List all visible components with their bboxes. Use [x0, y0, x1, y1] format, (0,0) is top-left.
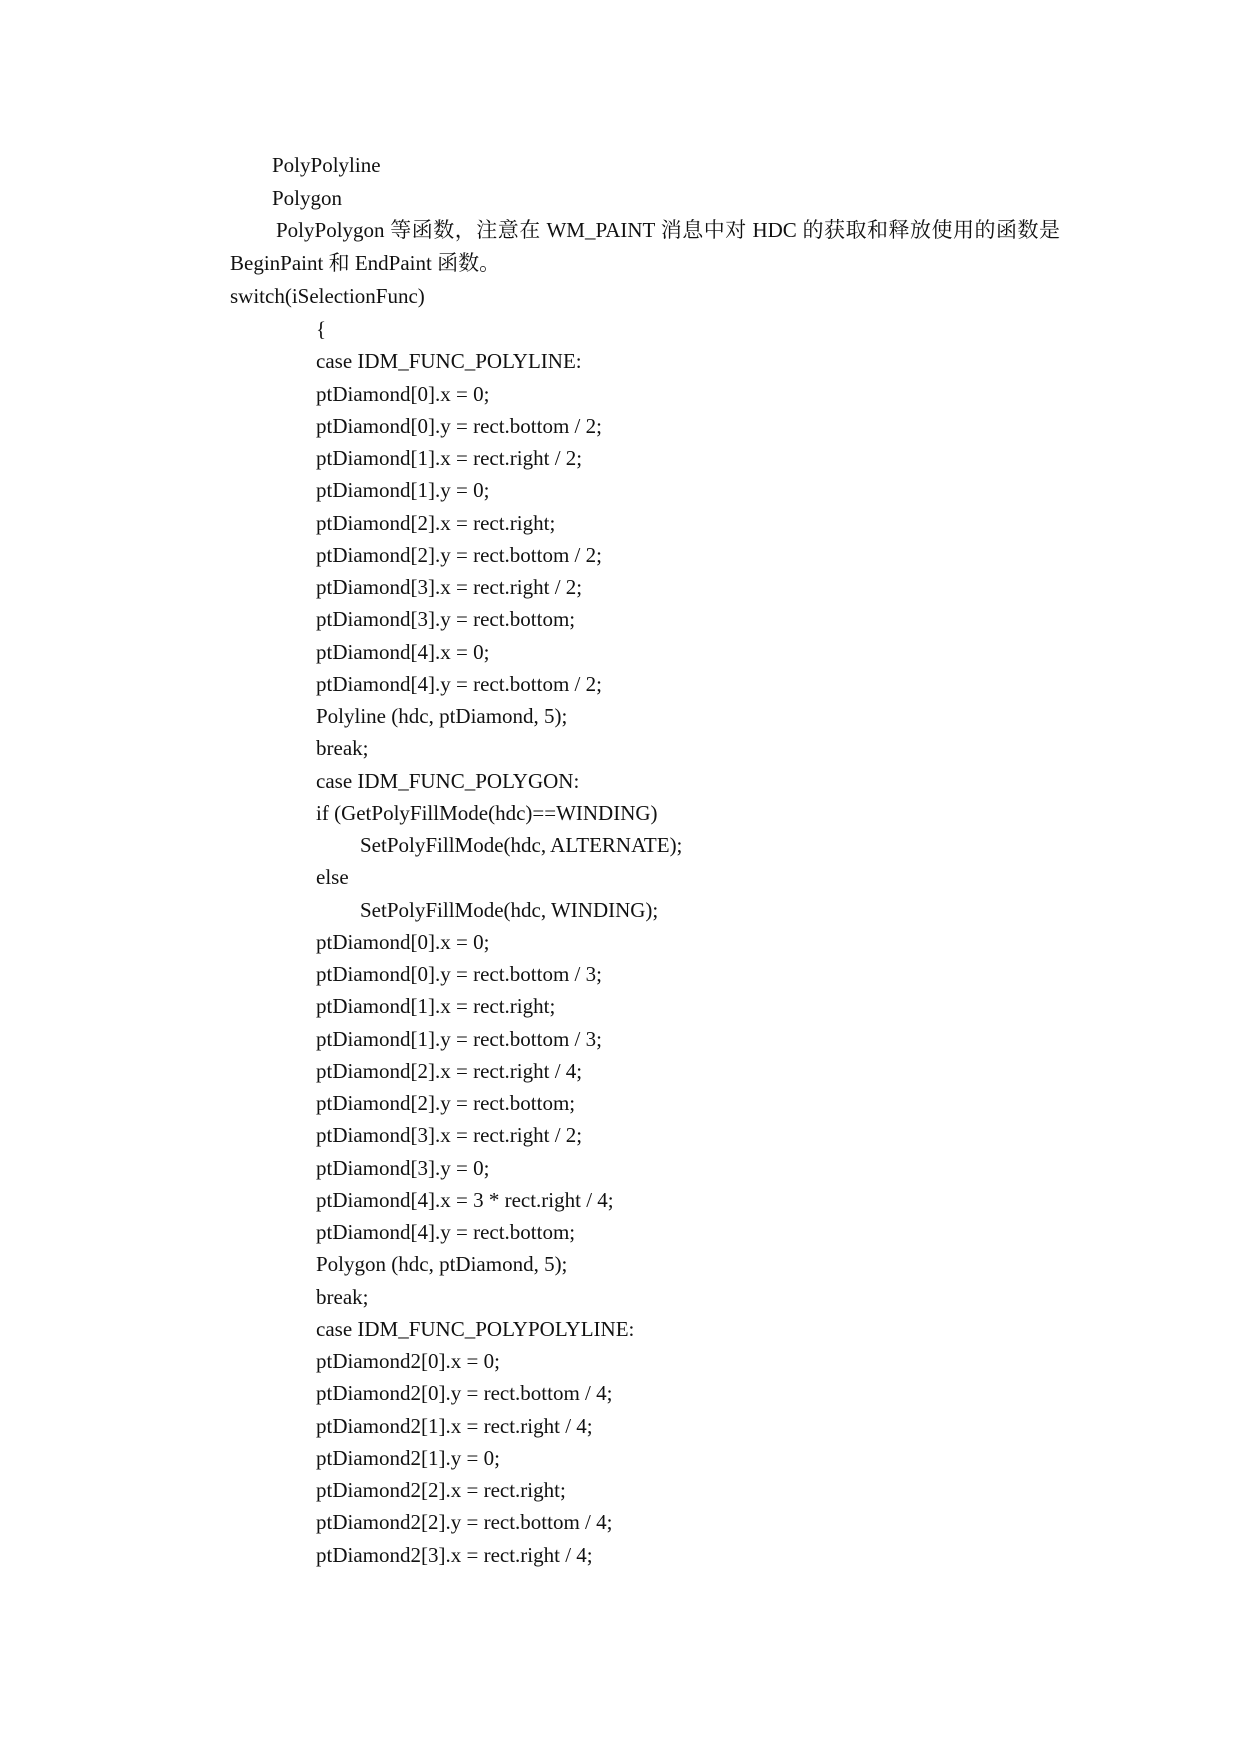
code-line: break; [316, 736, 369, 761]
code-line: SetPolyFillMode(hdc, ALTERNATE); [360, 833, 683, 857]
code-line: ptDiamond[4].x = 0; [316, 639, 490, 664]
code-line: Polygon (hdc, ptDiamond, 5); [316, 1252, 568, 1277]
code-line: ptDiamond2[2].y = rect.bottom / 4; [316, 1510, 613, 1535]
code-line: ptDiamond[3].y = 0; [316, 1155, 490, 1180]
code-line: ptDiamond[3].y = rect.bottom; [316, 607, 576, 632]
code-line: { [316, 317, 327, 341]
intro-line-polygon: Polygon [272, 186, 343, 210]
code-line: case IDM_FUNC_POLYPOLYLINE: [316, 1316, 635, 1341]
body-paragraph: PolyPolygon 等函数，注意在 WM_PAINT 消息中对 HDC 的获取和释放使用的函数是 BeginPaint 和 EndPaint 函数。 [230, 218, 1060, 275]
switch-line: switch(iSelectionFunc) [230, 284, 425, 308]
code-line: ptDiamond[2].x = rect.right / 4; [316, 1058, 583, 1083]
code-line: ptDiamond2[1].x = rect.right / 4; [316, 1413, 593, 1438]
code-line: ptDiamond2[2].x = rect.right; [316, 1478, 566, 1502]
code-line: ptDiamond[2].y = rect.bottom; [316, 1091, 576, 1115]
code-line: ptDiamond[1].x = rect.right / 2; [316, 446, 583, 470]
intro-line-polypolyline: PolyPolyline [272, 153, 381, 177]
code-line: ptDiamond2[1].y = 0; [316, 1445, 500, 1470]
code-line: ptDiamond[1].y = rect.bottom / 3; [316, 1026, 602, 1051]
code-line: case IDM_FUNC_POLYGON: [316, 768, 580, 793]
code-line: Polyline (hdc, ptDiamond, 5); [316, 704, 568, 728]
code-line: ptDiamond[2].y = rect.bottom / 2; [316, 542, 602, 567]
code-line: ptDiamond[4].x = 3 * rect.right / 4; [316, 1187, 614, 1212]
code-line: SetPolyFillMode(hdc, WINDING); [360, 897, 659, 922]
code-line: ptDiamond[0].y = rect.bottom / 2; [316, 413, 602, 438]
code-line: case IDM_FUNC_POLYLINE: [316, 349, 582, 374]
code-line: ptDiamond[1].y = 0; [316, 478, 490, 503]
code-line: ptDiamond[4].y = rect.bottom / 2; [316, 671, 602, 696]
code-line: if (GetPolyFillMode(hdc)==WINDING) [316, 800, 658, 825]
code-line: else [316, 865, 349, 890]
code-line: ptDiamond[0].x = 0; [316, 929, 490, 954]
code-line: ptDiamond[3].x = rect.right / 2; [316, 575, 583, 599]
code-line: ptDiamond[3].x = rect.right / 2; [316, 1123, 583, 1148]
code-line: ptDiamond[0].x = 0; [316, 381, 490, 406]
code-line: ptDiamond[1].x = rect.right; [316, 994, 556, 1019]
code-line: ptDiamond2[0].y = rect.bottom / 4; [316, 1381, 613, 1406]
code-line: break; [316, 1284, 369, 1309]
code-line: ptDiamond[4].y = rect.bottom; [316, 1220, 576, 1244]
code-line: ptDiamond[2].x = rect.right; [316, 510, 556, 535]
code-line: ptDiamond[0].y = rect.bottom / 3; [316, 962, 602, 986]
code-line: ptDiamond2[3].x = rect.right / 4; [316, 1542, 593, 1567]
code-line: ptDiamond2[0].x = 0; [316, 1349, 500, 1373]
